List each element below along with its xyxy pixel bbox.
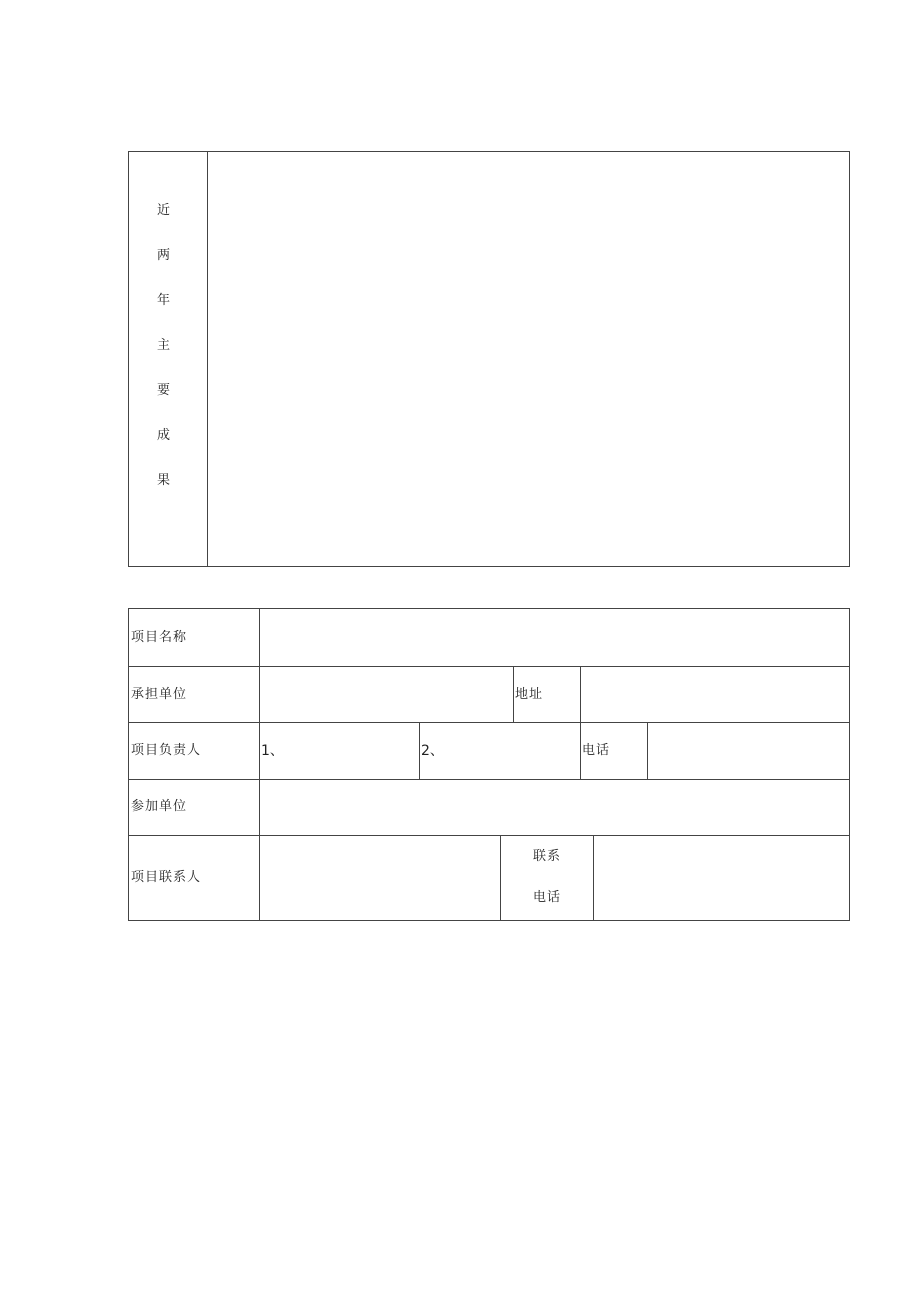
- achievements-content-field[interactable]: [210, 154, 847, 564]
- achievements-label-char: 年: [157, 293, 171, 308]
- project-leader-1-field[interactable]: 1、: [261, 743, 284, 759]
- project-name-label: 项目名称: [131, 630, 188, 645]
- col-divider: [513, 666, 514, 723]
- achievements-label-char: 两: [157, 248, 171, 263]
- project-contact-label: 项目联系人: [131, 870, 202, 885]
- achievements-label-char: 成: [157, 428, 171, 443]
- participating-unit-field[interactable]: [261, 781, 848, 834]
- phone-field[interactable]: [649, 724, 848, 778]
- col-divider: [580, 666, 581, 723]
- project-name-field[interactable]: [261, 610, 848, 665]
- row-divider: [128, 779, 850, 780]
- project-contact-field[interactable]: [261, 837, 499, 919]
- achievements-divider: [207, 151, 208, 567]
- col-divider: [580, 722, 581, 780]
- achievements-label-char: 近: [157, 203, 171, 218]
- address-label: 地址: [515, 687, 544, 702]
- contact-phone-label-line1: 联系: [533, 849, 562, 864]
- undertaking-unit-field[interactable]: [261, 668, 512, 721]
- address-field[interactable]: [582, 668, 848, 721]
- contact-phone-field[interactable]: [595, 837, 848, 919]
- col-divider: [419, 722, 420, 780]
- col-divider: [647, 722, 648, 780]
- row-divider: [128, 722, 850, 723]
- row-divider: [128, 666, 850, 667]
- col-divider: [500, 835, 501, 921]
- project-leader-label: 项目负责人: [131, 743, 202, 758]
- col-divider: [593, 835, 594, 921]
- achievements-label-char: 主: [157, 338, 171, 353]
- achievements-label-char: 要: [157, 383, 171, 398]
- undertaking-unit-label: 承担单位: [131, 687, 188, 702]
- achievements-label-char: 果: [157, 473, 171, 488]
- row-divider: [128, 835, 850, 836]
- contact-phone-label-line2: 电话: [533, 890, 562, 905]
- participating-unit-label: 参加单位: [131, 799, 188, 814]
- project-leader-2-field[interactable]: 2、: [421, 743, 444, 759]
- label-column-divider: [259, 608, 260, 921]
- phone-label: 电话: [582, 743, 611, 758]
